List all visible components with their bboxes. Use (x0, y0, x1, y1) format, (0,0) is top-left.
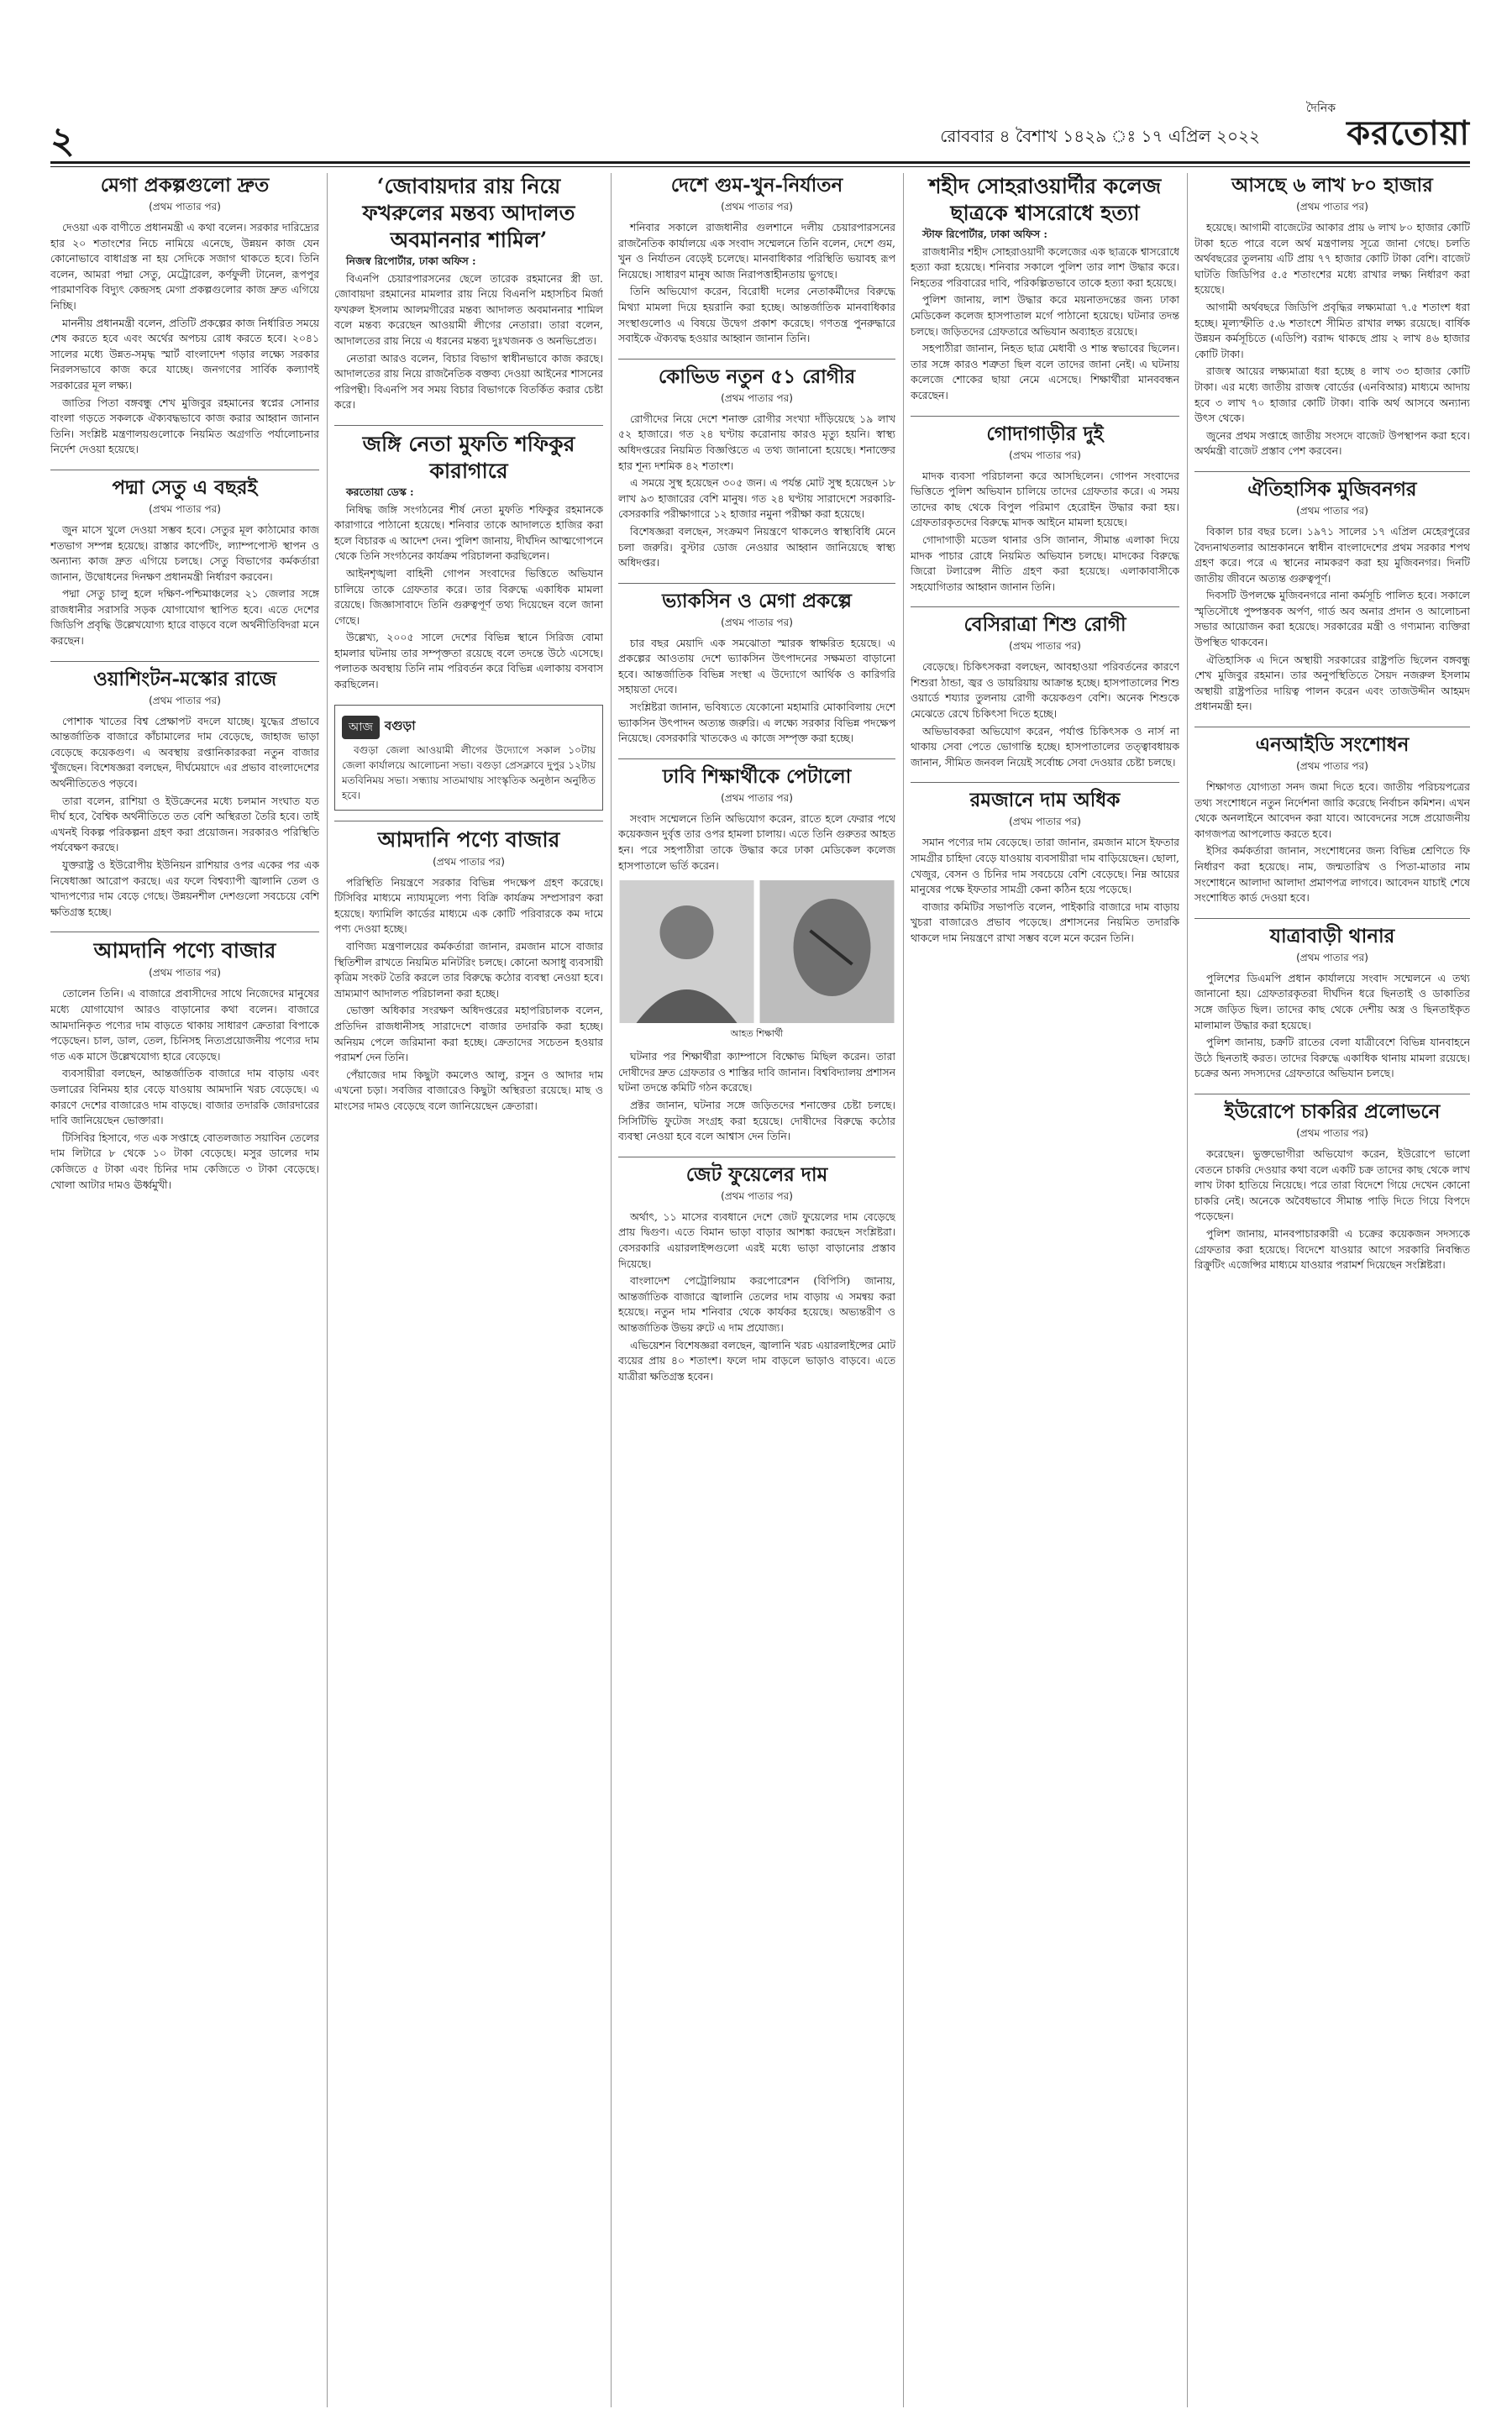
dateline: করতোয়া ডেস্ক : (346, 485, 414, 498)
article-budget (1194, 173, 1470, 459)
paragraph: ইসির কর্মকর্তারা জানান, সংশোধনের জন্য বিভিন্ন শ্রেণিতে ফি নির্ধারণ করা হয়েছে। নাম, জন্মতারিখ ও পিতা-মাতার নাম সংশোধনে আলাদা আলাদা প্রমাণপত্র লাগবে। আবেদন যাচাই শেষে সংশোধিত কার্ড দেওয়া হবে। (1194, 844, 1470, 905)
article-body (618, 1210, 895, 1385)
photo-caption: আহত শিক্ষার্থী (730, 1028, 784, 1040)
headline[interactable]: এনআইডি সংশোধন (1194, 727, 1470, 758)
paragraph: বাণিজ্য মন্ত্রণালয়ের কর্মকর্তারা জানান, রমজান মাসে বাজার স্থিতিশীল রাখতে নিয়মিত মনিটরিং চলছে। কোনো অসাধু ব্যবসায়ী কৃত্রিম সংকট তৈরি করলে তার বিরুদ্ধে কঠোর ব্যবস্থা নেওয়া হবে। ভ্রাম্যমাণ আদালত পরিচালনা করা হচ্ছে। (334, 940, 603, 1000)
article-body (50, 714, 319, 921)
headline[interactable]: জেট ফুয়েলের দাম (618, 1157, 895, 1188)
paragraph: ঐতিহাসিক এ দিনে অস্থায়ী সরকারের রাষ্ট্রপতি ছিলেন বঙ্গবন্ধু শেখ মুজিবুর রহমান। তার অনুপস্থিতিতে সৈয়দ নজরুল ইসলাম অস্থায়ী রাষ্ট্রপতির দায়িত্ব পালন করেন এবং তাজউদ্দীন আহমদ প্রধানমন্ত্রী হন। (1194, 653, 1470, 713)
paragraph: রাজধানীর শহীদ সোহরাওয়ার্দী কলেজের এক ছাত্রকে শ্বাসরোধে হত্যা করা হয়েছে। শনিবার সকালে পুলিশ তার লাশ উদ্ধার করে। নিহতের পরিবারের দাবি, পরিকল্পিতভাবে তাকে হত্যা করা হয়েছে। (911, 244, 1179, 289)
column-divider (611, 173, 612, 2407)
paragraph: পুলিশ জানায়, চক্রটি রাতের বেলা যাত্রীবেশে বিভিন্ন যানবাহনে উঠে ছিনতাই করত। তাদের বিরুদ্ধে একাধিক থানায় মামলা রয়েছে। চক্রের অন্য সদস্যদের গ্রেফতারে অভিযান চলছে। (1194, 1036, 1470, 1080)
continued-label: (প্রথম পাতার পর) (433, 855, 505, 868)
paragraph: পোশাক খাতের বিশ্ব প্রেক্ষাপট বদলে যাচ্ছে। যুদ্ধের প্রভাবে আন্তর্জাতিক বাজারে কাঁচামালের দাম বেড়েছে, জাহাজ ভাড়া বেড়েছে কয়েকগুণ। এ অবস্থায় রপ্তানিকারকরা নতুন বাজার খুঁজছেন। বিশেষজ্ঞরা বলছেন, দীর্ঘমেয়াদে এর প্রভাব বাংলাদেশের অর্থনীতিতেও পড়বে। (50, 714, 319, 790)
continued-label: (প্রথম পাতার পর) (721, 201, 793, 213)
article-covid (618, 359, 895, 571)
paragraph: ঘটনার পর শিক্ষার্থীরা ক্যাম্পাসে বিক্ষোভ মিছিল করেন। তারা দোষীদের দ্রুত গ্রেফতার ও শাস্তির দাবি জানান। বিশ্ববিদ্যালয় প্রশাসন ঘটনা তদন্তে কমিটি গঠন করেছে। (618, 1050, 895, 1094)
paragraph: বগুড়া জেলা আওয়ামী লীগের উদ্যোগে সকাল ১০টায় জেলা কার্যালয়ে আলোচনা সভা। বগুড়া প্রেসক্লাবে দুপুর ১২টায় মতবিনিময় সভা। সন্ধ্যায় সাতমাথায় সাংস্কৃতিক অনুষ্ঠান অনুষ্ঠিত হবে। (342, 743, 596, 801)
paragraph: সমান পণ্যের দাম বেড়েছে। তারা জানান, রমজান মাসে ইফতার সামগ্রীর চাহিদা বেড়ে যাওয়ায় ব্যবসায়ীরা দাম বাড়িয়েছেন। ছোলা, খেজুর, বেসন ও চিনির দাম সবচেয়ে বেশি বেড়েছে। নিম্ন আয়ের মানুষের পক্ষে ইফতার সামগ্রী কেনা কঠিন হয়ে পড়েছে। (911, 836, 1179, 896)
news-photo (618, 880, 895, 1023)
paragraph: তিনি অভিযোগ করেন, বিরোধী দলের নেতাকর্মীদের বিরুদ্ধে মিথ্যা মামলা দিয়ে হয়রানি করা হচ্ছে। আন্তর্জাতিক মানবাধিকার সংস্থাগুলোও এ বিষয়ে উদ্বেগ প্রকাশ করেছে। গণতন্ত্র পুনরুদ্ধারে সবাইকে ঐক্যবদ্ধ হওয়ার আহ্বান জানান তিনি। (618, 285, 895, 345)
column-divider (1187, 173, 1188, 2407)
paragraph: শিক্ষাগত যোগ্যতা সনদ জমা দিতে হবে। জাতীয় পরিচয়পত্রের তথ্য সংশোধনে নতুন নির্দেশনা জারি করেছে নির্বাচন কমিশন। এখন থেকে অনলাইনে আবেদন করা যাবে। আবেদনের সঙ্গে প্রয়োজনীয় কাগজপত্র আপলোড করতে হবে। (1194, 780, 1470, 840)
article-body (334, 485, 603, 693)
article-body (911, 835, 1179, 946)
column-2 (334, 173, 603, 2407)
article-zobaida-verdict (334, 173, 603, 413)
article-body (334, 875, 603, 1115)
continued-label: (প্রথম পাতার পর) (149, 201, 221, 213)
article-body (1194, 971, 1470, 1082)
article-body (911, 659, 1179, 770)
continued-label: (প্রথম পাতার পর) (1009, 640, 1081, 653)
dateline: নিজস্ব রিপোর্টার, ঢাকা অফিস : (346, 255, 476, 267)
article-nid-correction (1194, 727, 1470, 906)
paragraph: সহপাঠীরা জানান, নিহত ছাত্র মেধাবী ও শান্ত স্বভাবের ছিলেন। তার সঙ্গে কারও শত্রুতা ছিল বলে তাদের জানা নেই। এ ঘটনায় কলেজে শোকের ছায়া নেমে এসেছে। শিক্ষার্থীরা মানববন্ধন করেছেন। (911, 342, 1179, 402)
article-body (50, 220, 319, 458)
continued-label: (প্রথম পাতার পর) (1296, 504, 1368, 517)
column-5 (1194, 173, 1470, 2407)
paragraph: ব্যবসায়ীরা বলছেন, আন্তর্জাতিক বাজারে দাম বাড়ায় এবং ডলারের বিনিময় হার বেড়ে যাওয়ায় আমদানি খরচ বেড়েছে। এ কারণে দেশের বাজারেও দাম বাড়ছে। বাজার তদারকি জোরদারের দাবি জানিয়েছেন ভোক্তারা। (50, 1067, 319, 1127)
paragraph: এভিয়েশন বিশেষজ্ঞরা বলছেন, জ্বালানি খরচ এয়ারলাইন্সের মোট ব্যয়ের প্রায় ৪০ শতাংশ। ফলে দাম বাড়লে ভাড়াও বাড়বে। এতে যাত্রীরা ক্ষতিগ্রস্ত হবেন। (618, 1338, 895, 1383)
article-body (618, 220, 895, 347)
paragraph: পেঁয়াজের দাম কিছুটা কমলেও আলু, রসুন ও আদার দাম এখনো চড়া। সবজির বাজারেও কিছুটা অস্থিরতা রয়েছে। মাছ ও মাংসের দামও বেড়েছে বলে জানিয়েছেন ক্রেতারা। (334, 1068, 603, 1112)
article-mega-projects (50, 173, 319, 458)
headline[interactable]: আমদানি পণ্যে বাজার (334, 821, 603, 853)
continued-label: (প্রথম পাতার পর) (721, 791, 793, 804)
headline[interactable]: ঢাবি শিক্ষার্থীকে পেটালো (618, 758, 895, 790)
paragraph: ভোক্তা অধিকার সংরক্ষণ অধিদপ্তরের মহাপরিচালক বলেন, প্রতিদিন রাজধানীসহ সারাদেশে বাজার তদারকি করা হচ্ছে। অনিয়ম পেলে জরিমানা করা হচ্ছে। ক্রেতাদের সচেতন হওয়ার পরামর্শ দেন তিনি। (334, 1004, 603, 1064)
paragraph: তোলেন তিনি। এ বাজারে প্রবাসীদের সাথে নিজেদের মানুষের মধ্যে যোগাযোগ আরও বাড়ানোর কথা বলেন। বাজারে আমদানিকৃত পণ্যের দাম বাড়তে থাকায় সাধারণ ক্রেতারা বিপাকে পড়েছেন। চাল, ডাল, তেল, চিনিসহ নিত্যপ্রয়োজনীয় পণ্যের দাম গত এক মাসে উল্লেখযোগ্য হারে বেড়েছে। (50, 987, 319, 1063)
masthead (50, 102, 1470, 162)
header-rule-thin (50, 166, 1470, 167)
article-body (50, 986, 319, 1193)
paragraph: বিকাল চার বছর চলে। ১৯৭১ সালের ১৭ এপ্রিল মেহেরপুরের বৈদ্যনাথতলার আম্রকাননে স্বাধীন বাংলাদেশের প্রথম সরকার শপথ গ্রহণ করে। পরে এ স্থানের নামকরণ করা হয় মুজিবনগর। দিনটি জাতীয় জীবনে অত্যন্ত গুরুত্বপূর্ণ। (1194, 524, 1470, 585)
article-jet-fuel (618, 1157, 895, 1385)
headline[interactable]: মেগা প্রকল্পগুলো দ্রুত (100, 174, 270, 197)
article-jatrabari (1194, 918, 1470, 1082)
article-body (618, 811, 895, 874)
headline[interactable]: আমদানি পণ্যে বাজার (50, 932, 319, 964)
paragraph: এ সময়ে সুস্থ হয়েছেন ৩০৫ জন। এ পর্যন্ত মোট সুস্থ হয়েছেন ১৮ লাখ ৯৩ হাজারের বেশি মানুষ। গত ২৪ ঘণ্টায় সারাদেশে সরকারি-বেসরকারি পরীক্ষাগারে ১২ হাজার নমুনা পরীক্ষা করা হয়েছে। (618, 476, 895, 521)
continued-label: (প্রথম পাতার পর) (1296, 1126, 1368, 1139)
paragraph: শনিবার সকালে রাজধানীর গুলশানে দলীয় চেয়ারপারসনের রাজনৈতিক কার্যালয়ে এক সংবাদ সম্মেলনে তিনি বলেন, দেশে গুম, খুন ও নির্যাতন বেড়েই চলেছে। মানবাধিকার পরিস্থিতি ভয়াবহ রূপ নিয়েছে। সাধারণ মানুষ আজ নিরাপত্তাহীনতায় ভুগছে। (618, 221, 895, 281)
paragraph: করেছেন। ভুক্তভোগীরা অভিযোগ করেন, ইউরোপে ভালো বেতনে চাকরি দেওয়ার কথা বলে একটি চক্র তাদের কাছ থেকে লাখ লাখ টাকা হাতিয়ে নিয়েছে। পরে তারা বিদেশে গিয়ে দেখেন কোনো চাকরি নেই। অনেকে অবৈধভাবে সীমান্ত পাড়ি দিতে গিয়ে বিপদে পড়েছেন। (1194, 1147, 1470, 1223)
date-line: রোববার ৪ বৈশাখ ১৪২৯ ঃ ১৭ এপ্রিল ২০২২ (940, 126, 1260, 146)
paragraph: বাংলাদেশ পেট্রোলিয়াম করপোরেশন (বিপিসি) জানায়, আন্তর্জাতিক বাজারে জ্বালানি তেলের দাম বাড়ায় এ সমন্বয় করা হয়েছে। নতুন দাম শনিবার থেকে কার্যকর হয়েছে। অভ্যন্তরীণ ও আন্তর্জাতিক উভয় রুটে এ দাম প্রযোজ্য। (618, 1274, 895, 1334)
headline[interactable]: ওয়াশিংটন-মস্কোর রাজে (50, 661, 319, 692)
article-body (911, 469, 1179, 596)
article-europe-jobs (1194, 1094, 1470, 1273)
article-body (1194, 220, 1470, 459)
headline[interactable]: ‘জোবায়দার রায় নিয়ে ফখরুলের মন্তব্য আদালত অবমাননার শামিল’ (362, 174, 575, 252)
student-portrait-photo (618, 880, 755, 1023)
article-import-market-2 (334, 821, 603, 1115)
headline[interactable]: ঐতিহাসিক মুজিবনগর (1194, 471, 1470, 502)
paragraph: পরিস্থিতি নিয়ন্ত্রণে সরকার বিভিন্ন পদক্ষেপ গ্রহণ করেছে। টিসিবির মাধ্যমে ন্যায্যমূল্যে পণ্য বিক্রি কার্যক্রম সম্প্রসারণ করা হয়েছে। ফ্যামিলি কার্ডের মাধ্যমে এক কোটি পরিবারকে কম দামে পণ্য দেওয়া হচ্ছে। (334, 875, 603, 936)
paragraph: প্রক্টর জানান, ঘটনার সঙ্গে জড়িতদের শনাক্তের চেষ্টা চলছে। সিসিটিভি ফুটেজ সংগ্রহ করা হয়েছে। দোষীদের বিরুদ্ধে কঠোর ব্যবস্থা নেওয়া হবে বলে আশ্বাস দেন তিনি। (618, 1099, 895, 1143)
paragraph: নেতারা আরও বলেন, বিচার বিভাগ স্বাধীনভাবে কাজ করছে। আদালতের রায় নিয়ে রাজনৈতিক বক্তব্য দেওয়া আইনের শাসনের পরিপন্থী। বিএনপি সব সময় বিচার বিভাগকে বিতর্কিত করার চেষ্টা করে। (334, 351, 603, 412)
header-rule (50, 161, 1470, 164)
paragraph: জুনের প্রথম সপ্তাহে জাতীয় সংসদে বাজেট উপস্থাপন করা হবে। অর্থমন্ত্রী বাজেট প্রস্তাব পেশ করবেন। (1194, 428, 1470, 458)
paragraph: রোগীদের নিয়ে দেশে শনাক্ত রোগীর সংখ্যা দাঁড়িয়েছে ১৯ লাখ ৫২ হাজারে। গত ২৪ ঘণ্টায় করোনায় কারও মৃত্যু হয়নি। স্বাস্থ্য অধিদপ্তরের নিয়মিত বিজ্ঞপ্তিতে এ তথ্য জানানো হয়েছে। শনাক্তের হার শূন্য দশমিক ৪২ শতাংশ। (618, 412, 895, 472)
article-godagari (911, 416, 1179, 596)
paragraph: দেওয়া এক বাণীতে প্রধানমন্ত্রী এ কথা বলেন। সরকার দারিদ্র্যের হার ২০ শতাংশের নিচে নামিয়ে এনেছে, উন্নয়ন কাজ যেন কোনোভাবে বাধাগ্রস্ত না হয় সেদিকে সজাগ থাকতে হবে। তিনি বলেন, আমরা পদ্মা সেতু, মেট্রোরেল, কর্ণফুলী টানেল, রূপপুর পারমাণবিক বিদ্যুৎ কেন্দ্রসহ মেগা প্রকল্পগুলোর কাজ দ্রুত এগিয়ে নিচ্ছি। (50, 221, 319, 312)
continued-label: (প্রথম পাতার পর) (721, 616, 793, 628)
headline[interactable]: জঙ্গি নেতা মুফতি শফিকুর কারাগারে (334, 425, 603, 485)
article-college-student-killed (911, 173, 1179, 404)
paragraph: গোদাগাড়ী মডেল থানার ওসি জানান, সীমান্ত এলাকা দিয়ে মাদক পাচার রোধে নিয়মিত অভিযান চলছে। মাদকের বিরুদ্ধে জিরো টলারেন্স নীতি গ্রহণ করা হয়েছে। এলাকাবাসীকে সহযোগিতার আহ্বান জানান তিনি। (911, 533, 1179, 593)
article-import-market (50, 932, 319, 1193)
paragraph: বিএনপি চেয়ারপারসনের ছেলে তারেক রহমানের স্ত্রী ডা. জোবায়দা রহমানের মামলার রায় নিয়ে বিএনপি মহাসচিব মির্জা ফখরুল ইসলাম আলমগীরের মন্তব্য আদালত অবমাননার শামিল বলে মন্তব্য করেছেন আওয়ামী লীগের নেতারা। তারা বলেন, আদালতের রায় নিয়ে এ ধরনের মন্তব্য দুঃখজনক ও অনভিপ্রেত। (334, 271, 603, 347)
continued-label: (প্রথম পাতার পর) (149, 967, 221, 979)
continued-label: (প্রথম পাতার পর) (1009, 816, 1081, 828)
paragraph: পুলিশের ডিএমপি প্রধান কার্যালয়ে সংবাদ সম্মেলনে এ তথ্য জানানো হয়। গ্রেফতারকৃতরা দীর্ঘদিন ধরে ছিনতাই ও ডাকাতির সঙ্গে জড়িত ছিল। তাদের কাছ থেকে দেশীয় অস্ত্র ও ছিনতাইকৃত মালামাল উদ্ধার করা হয়েছে। (1194, 971, 1470, 1031)
article-body (334, 254, 603, 413)
paragraph: মাননীয় প্রধানমন্ত্রী বলেন, প্রতিটি প্রকল্পের কাজ নির্ধারিত সময়ে শেষ করতে হবে এবং অর্থের অপচয় রোধ করতে হবে। ২০৪১ সালের মধ্যে উন্নত-সমৃদ্ধ স্মার্ট বাংলাদেশ গড়ার লক্ষ্যে সরকার নিরলসভাবে কাজ করে যাচ্ছে। জনগণের সার্বিক কল্যাণই সরকারের মূল লক্ষ্য। (50, 316, 319, 391)
today-badge: আজ (342, 716, 380, 739)
article-enforced-disappearance (618, 173, 895, 347)
today-bogura-box (334, 705, 603, 811)
headline[interactable]: দেশে গুম-খুন-নির্যাতন (670, 174, 843, 197)
column-3 (618, 173, 895, 2407)
paragraph: নিষিদ্ধ জঙ্গি সংগঠনের শীর্ষ নেতা মুফতি শফিকুর রহমানকে কারাগারে পাঠানো হয়েছে। শনিবার তাকে আদালতে হাজির করা হলে বিচারক এ আদেশ দেন। পুলিশ জানায়, দীর্ঘদিন আত্মগোপনে থেকে তিনি সংগঠনের কার্যক্রম পরিচালনা করছিলেন। (334, 502, 603, 563)
article-ramadan-prices (911, 782, 1179, 946)
paragraph: বাজার কমিটির সভাপতি বলেন, পাইকারি বাজারে দাম বাড়ায় খুচরা বাজারেও প্রভাব পড়েছে। প্রশাসনের নিয়মিত তদারকি থাকলে দাম নিয়ন্ত্রণে রাখা সম্ভব বলে মনে করেন তিনি। (911, 900, 1179, 944)
article-vaccine (618, 583, 895, 747)
paragraph: রাজস্ব আয়ের লক্ষ্যমাত্রা ধরা হচ্ছে ৪ লাখ ৩৩ হাজার কোটি টাকা। এর মধ্যে জাতীয় রাজস্ব বোর্ডের (এনবিআর) মাধ্যমে আদায় হবে ৩ লাখ ৭০ হাজার কোটি টাকা। বাকি অর্থ আসবে অন্যান্য উৎস থেকে। (1194, 365, 1470, 425)
paragraph: উল্লেখ্য, ২০০৫ সালে দেশের বিভিন্ন স্থানে সিরিজ বোমা হামলার ঘটনায় তার সম্পৃক্ততা রয়েছে বলে তদন্তে উঠে এসেছে। পলাতক অবস্থায় তিনি নাম পরিবর্তন করে বিভিন্ন এলাকায় বসবাস করছিলেন। (334, 631, 603, 691)
article-washington-moscow (50, 661, 319, 921)
paragraph: আগামী অর্থবছরে জিডিপি প্রবৃদ্ধির লক্ষ্যমাত্রা ৭.৫ শতাংশ ধরা হচ্ছে। মূল্যস্ফীতি ৫.৬ শতাংশে সীমিত রাখার লক্ষ্য রয়েছে। বার্ষিক উন্নয়ন কর্মসূচিতে (এডিপি) বরাদ্দ থাকছে প্রায় ২ লাখ ৪৬ হাজার কোটি টাকা। (1194, 300, 1470, 360)
headline[interactable]: যাত্রাবাড়ী থানার (1194, 918, 1470, 949)
article-padma-bridge (50, 470, 319, 649)
continued-label: (প্রথম পাতার পর) (1296, 760, 1368, 773)
paragraph: পুলিশ জানায়, লাশ উদ্ধার করে ময়নাতদন্তের জন্য ঢাকা মেডিকেল কলেজ হাসপাতাল মর্গে পাঠানো হয়েছে। ঘটনার তদন্ত চলছে। জড়িতদের গ্রেফতারে অভিযান অব্যাহত রয়েছে। (911, 293, 1179, 338)
article-body (618, 636, 895, 747)
logo-daily: দৈনিক (1305, 102, 1336, 115)
continued-label: (প্রথম পাতার পর) (721, 1189, 793, 1202)
column-4 (911, 173, 1179, 2407)
paragraph: চার বছর মেয়াদি এক সমঝোতা স্মারক স্বাক্ষরিত হয়েছে। এ প্রকল্পের আওতায় দেশে ভ্যাকসিন উৎপাদনের সক্ষমতা বাড়ানো হবে। আন্তর্জাতিক বিভিন্ন সংস্থা এ উদ্যোগে আর্থিক ও কারিগরি সহায়তা দেবে। (618, 636, 895, 696)
paragraph: হয়েছে। আগামী বাজেটের আকার প্রায় ৬ লাখ ৮০ হাজার কোটি টাকা হতে পারে বলে অর্থ মন্ত্রণালয় সূত্রে জানা গেছে। চলতি অর্থবছরের তুলনায় এটি প্রায় ৭৭ হাজার কোটি টাকা বেশি। বাজেট ঘাটতি জিডিপির ৫.৫ শতাংশের মধ্যে রাখার লক্ষ্য নির্ধারণ করা হয়েছে। (1194, 221, 1470, 297)
article-body (1194, 779, 1470, 906)
headline[interactable]: শহীদ সোহরাওয়ার্দীর কলেজ ছাত্রকে শ্বাসরোধে হত্যা (928, 174, 1162, 225)
article-body (911, 227, 1179, 404)
headline[interactable]: রমজানে দাম অধিক (911, 782, 1179, 813)
continued-label: (প্রথম পাতার পর) (149, 502, 221, 515)
today-location: বগুড়া (384, 718, 416, 734)
article-body (618, 412, 895, 571)
paragraph: দিবসটি উপলক্ষে মুজিবনগরে নানা কর্মসূচি পালিত হবে। সকালে স্মৃতিসৌধে পুষ্পস্তবক অর্পণ, গার্ড অব অনার প্রদান ও আলোচনা সভার আয়োজন করা হয়েছে। সরকারের মন্ত্রী ও গণ্যমান্য ব্যক্তিরা উপস্থিত থাকবেন। (1194, 589, 1470, 649)
headline[interactable]: কোভিড নতুন ৫১ রোগীর (618, 359, 895, 390)
article-child-patients (911, 606, 1179, 770)
column-1 (50, 173, 319, 2407)
headline[interactable]: গোদাগাড়ীর দুই (911, 416, 1179, 447)
headline[interactable]: ভ্যাকসিন ও মেগা প্রকল্পে (618, 583, 895, 614)
paragraph: মাদক ব্যবসা পরিচালনা করে আসছিলেন। গোপন সংবাদের ভিত্তিতে পুলিশ অভিযান চালিয়ে তাদের গ্রেফতার করে। এ সময় তাদের কাছ থেকে বিপুল পরিমাণ হেরোইন উদ্ধার করা হয়। গ্রেফতারকৃতদের বিরুদ্ধে মাদক আইনে মামলা হয়েছে। (911, 469, 1179, 529)
continued-label: (প্রথম পাতার পর) (721, 391, 793, 404)
article-du-student (618, 758, 895, 1145)
paragraph: জাতির পিতা বঙ্গবন্ধু শেখ মুজিবুর রহমানের স্বপ্নের সোনার বাংলা গড়তে সকলকে ঐক্যবদ্ধভাবে কাজ করার আহ্বান জানান তিনি। সংশ্লিষ্ট মন্ত্রণালয়গুলোকে নিয়মিত অগ্রগতি পর্যালোচনার নির্দেশ দেওয়া হয়েছে। (50, 396, 319, 456)
paragraph: পদ্মা সেতু চালু হলে দক্ষিণ-পশ্চিমাঞ্চলের ২১ জেলার সঙ্গে রাজধানীর সরাসরি সড়ক যোগাযোগ স্থাপিত হবে। এতে দেশের জিডিপি প্রবৃদ্ধি উল্লেখযোগ্য হারে বাড়বে বলে অর্থনীতিবিদরা মনে করছেন। (50, 587, 319, 648)
paragraph: অর্থাৎ, ১১ মাসের ব্যবধানে দেশে জেট ফুয়েলের দাম বেড়েছে প্রায় দ্বিগুণ। এতে বিমান ভাড়া বাড়ার আশঙ্কা করছেন সংশ্লিষ্টরা। বেসরকারি এয়ারলাইন্সগুলো এরই মধ্যে ভাড়া বাড়ানোর প্রস্তাব দিয়েছে। (618, 1210, 895, 1270)
paragraph: বিশেষজ্ঞরা বলছেন, সংক্রমণ নিয়ন্ত্রণে থাকলেও স্বাস্থ্যবিধি মেনে চলা জরুরি। বুস্টার ডোজ নেওয়ার আহ্বান জানিয়েছে স্বাস্থ্য অধিদপ্তর। (618, 524, 895, 569)
dateline: স্টাফ রিপোর্টার, ঢাকা অফিস : (922, 228, 1047, 240)
article-body (1194, 1147, 1470, 1273)
paragraph: আইনশৃঙ্খলা বাহিনী গোপন সংবাদের ভিত্তিতে অভিযান চালিয়ে তাকে গ্রেফতার করে। তার বিরুদ্ধে একাধিক মামলা রয়েছে। জিজ্ঞাসাবাদে তিনি গুরুত্বপূর্ণ তথ্য দিয়েছেন বলে জানা গেছে। (334, 566, 603, 627)
paragraph: বেড়েছে। চিকিৎসকরা বলছেন, আবহাওয়া পরিবর্তনের কারণে শিশুরা ঠান্ডা, জ্বর ও ডায়রিয়ায় আক্রান্ত হচ্ছে। হাসপাতালের শিশু ওয়ার্ডে শয্যার তুলনায় রোগী কয়েকগুণ বেশি। অনেক শিশুকে মেঝেতে রেখে চিকিৎসা দিতে হচ্ছে। (911, 660, 1179, 721)
injury-photo (759, 880, 895, 1023)
column-divider (903, 173, 904, 2407)
paragraph: যুক্তরাষ্ট্র ও ইউরোপীয় ইউনিয়ন রাশিয়ার ওপর একের পর এক নিষেধাজ্ঞা আরোপ করছে। এর ফলে বিশ্বব্যাপী জ্বালানি তেল ও খাদ্যপণ্যের দাম বেড়ে গেছে। উন্নয়নশীল দেশগুলো সবচেয়ে বেশি ক্ষতিগ্রস্ত হচ্ছে। (50, 858, 319, 918)
paragraph: জুন মাসে খুলে দেওয়া সম্ভব হবে। সেতুর মূল কাঠামোর কাজ শতভাগ সম্পন্ন হয়েছে। রাস্তার কার্পেটিং, ল্যাম্পপোস্ট স্থাপন ও অন্যান্য কাজ দ্রুত এগিয়ে চলছে। সেতু বিভাগের কর্মকর্তারা জানান, উদ্বোধনের দিনক্ষণ প্রধানমন্ত্রী নির্ধারণ করবেন। (50, 522, 319, 583)
paragraph: টিসিবির হিসাবে, গত এক সপ্তাহে বোতলজাত সয়াবিন তেলের দাম লিটারে ৮ থেকে ১০ টাকা বেড়েছে। মসুর ডালের দাম কেজিতে ৫ টাকা এবং চিনির দাম কেজিতে ৩ টাকা বেড়েছে। খোলা আটার দামও ঊর্ধ্বমুখী। (50, 1131, 319, 1191)
paragraph: তারা বলেন, রাশিয়া ও ইউক্রেনের মধ্যে চলমান সংঘাত যত দীর্ঘ হবে, বৈশ্বিক অর্থনীতিতে তত বেশি অস্থিরতা তৈরি হবে। তাই এখনই বিকল্প পরিকল্পনা গ্রহণ করা প্রয়োজন। সরকারও পরিস্থিতি পর্যবেক্ষণ করছে। (50, 794, 319, 854)
headline[interactable]: পদ্মা সেতু এ বছরই (50, 470, 319, 501)
continued-label: (প্রথম পাতার পর) (1296, 201, 1368, 213)
paragraph: পুলিশ জানায়, মানবপাচারকারী এ চক্রের কয়েকজন সদস্যকে গ্রেফতার করা হয়েছে। বিদেশে যাওয়ার আগে সরকারি নিবন্ধিত রিক্রুটিং এজেন্সির মাধ্যমে যাওয়ার পরামর্শ দিয়েছেন সংশ্লিষ্টরা। (1194, 1226, 1470, 1272)
box-body (342, 743, 596, 803)
article-body (618, 1049, 895, 1145)
headline[interactable]: বেসিরাত্রা শিশু রোগী (911, 606, 1179, 638)
headline[interactable]: আসছে ৬ লাখ ৮০ হাজার (1231, 174, 1433, 197)
paragraph: সংবাদ সম্মেলনে তিনি অভিযোগ করেন, রাতে হলে ফেরার পথে কয়েকজন দুর্বৃত্ত তার ওপর হামলা চালায়। এতে তিনি গুরুতর আহত হন। পরে সহপাঠীরা তাকে উদ্ধার করে ঢাকা মেডিকেল কলেজ হাসপাতালে ভর্তি করেন। (618, 811, 895, 872)
logo-name: করতোয়া (1347, 114, 1470, 153)
headline[interactable]: ইউরোপে চাকরির প্রলোভনে (1194, 1094, 1470, 1125)
article-militant-leader (334, 425, 603, 693)
paragraph: সংশ্লিষ্টরা জানান, ভবিষ্যতে যেকোনো মহামারি মোকাবিলায় দেশে ভ্যাকসিন উৎপাদন অত্যন্ত জরুরি। এ লক্ষ্যে সরকার বিভিন্ন পদক্ষেপ নিয়েছে। বেসরকারি খাতকেও এ কাজে সম্পৃক্ত করা হচ্ছে। (618, 701, 895, 745)
column-divider (327, 173, 328, 2407)
continued-label: (প্রথম পাতার পর) (1296, 951, 1368, 963)
article-mujibnagar (1194, 471, 1470, 715)
newspaper-logo (1277, 102, 1470, 155)
page-number: ২ (50, 119, 75, 162)
article-body (50, 522, 319, 649)
paragraph: অভিভাবকরা অভিযোগ করেন, পর্যাপ্ত চিকিৎসক ও নার্স না থাকায় সেবা পেতে ভোগান্তি হচ্ছে। হাসপাতালের তত্ত্বাবধায়ক জানান, সীমিত জনবল নিয়েই সর্বোচ্চ সেবা দেওয়ার চেষ্টা চলছে। (911, 724, 1179, 769)
continued-label: (প্রথম পাতার পর) (1009, 449, 1081, 461)
continued-label: (প্রথম পাতার পর) (149, 694, 221, 706)
article-body (1194, 524, 1470, 715)
